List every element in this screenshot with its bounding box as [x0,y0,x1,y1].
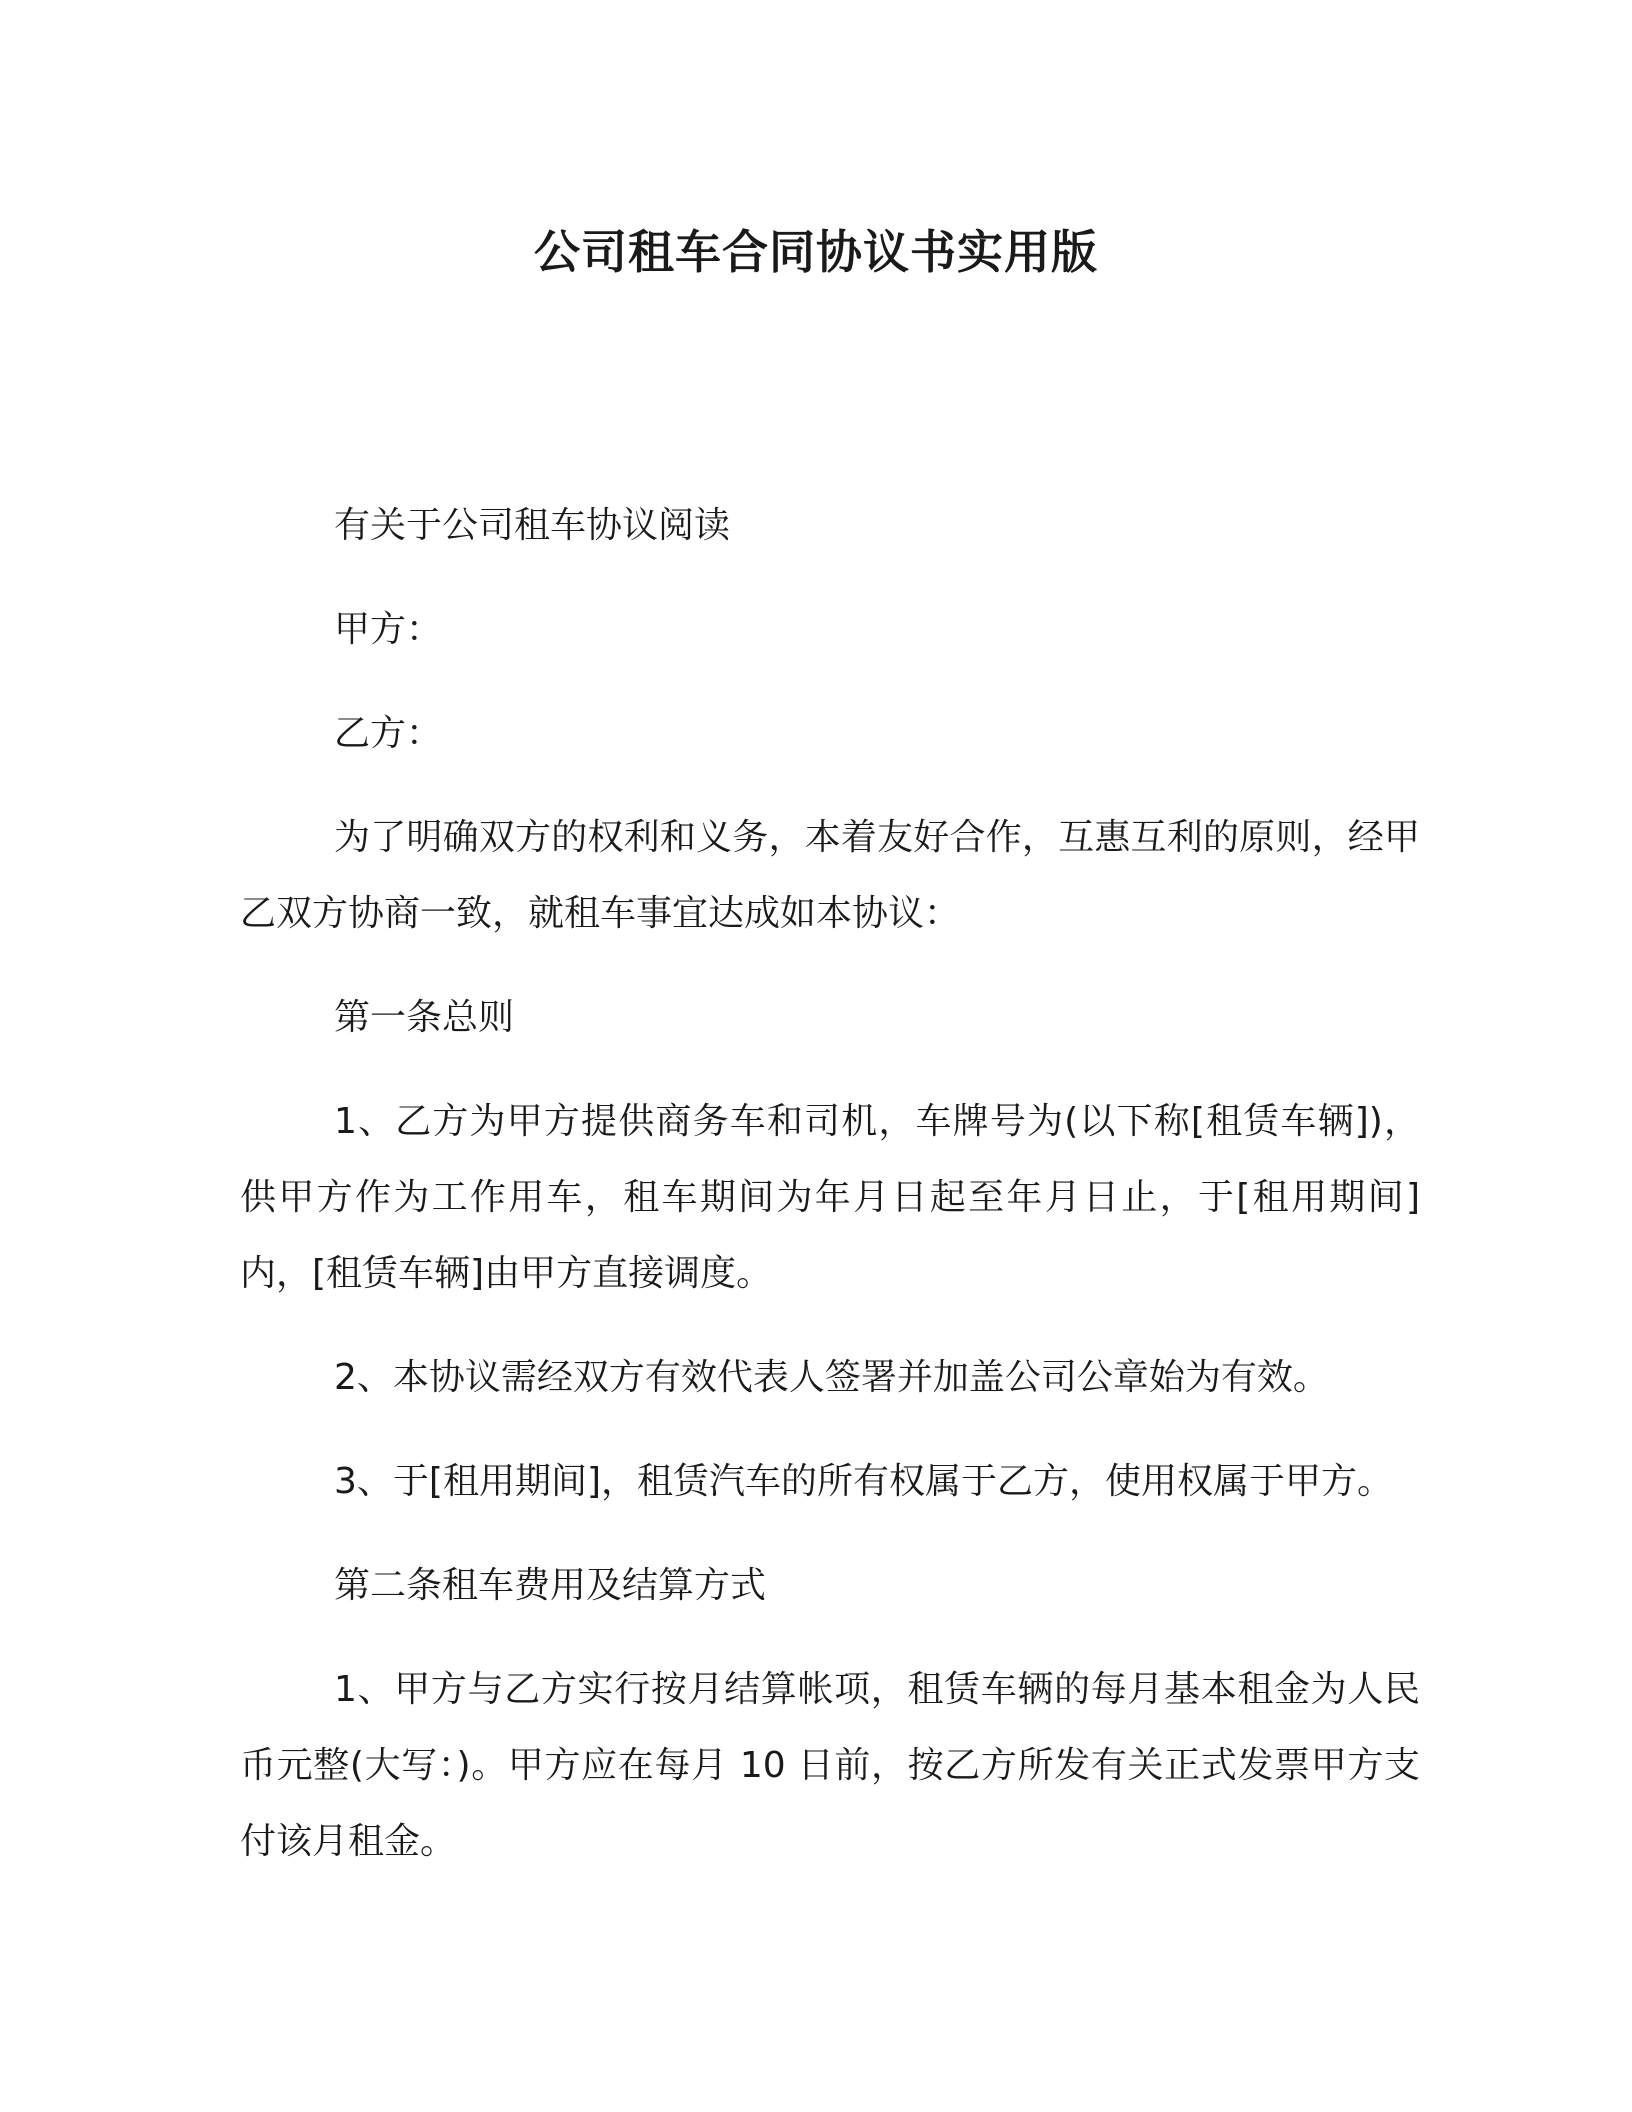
article-1-clause-2: 2、本协议需经双方有效代表人签署并加盖公司公章始为有效。 [334,1357,1329,1398]
article-2-heading: 第二条租车费用及结算方式 [334,1565,767,1606]
party-a-line: 甲方： [334,609,443,650]
article-1-clause-3: 3、于[租用期间]，租赁汽车的所有权属于乙方，使用权属于甲方。 [334,1461,1393,1502]
document-title: 公司租车合同协议书实用版 [534,225,1098,279]
preamble-paragraph: 为了明确双方的权利和义务，本着友好合作，互惠互利的原则，经甲乙双方协商一致，就租车事宜达成如本协议： [240,817,1420,934]
intro-heading: 有关于公司租车协议阅读 [334,505,731,546]
document-body [240,488,1420,1908]
article-1-heading: 第一条总则 [334,997,515,1038]
article-2-clause-1: 1、甲方与乙方实行按月结算帐项，租赁车辆的每月基本租金为人民币元整(大写：)。甲方应在每月 10 日前，按乙方所发有关正式发票甲方支付该月租金。 [240,1669,1420,1862]
article-1-clause-1: 1、乙方为甲方提供商务车和司机，车牌号为(以下称[租赁车辆])，供甲方作为工作用车，租车期间为年月日起至年月日止，于[租用期间]内，[租赁车辆]由甲方直接调度。 [240,1101,1420,1294]
party-b-line: 乙方： [334,713,443,754]
